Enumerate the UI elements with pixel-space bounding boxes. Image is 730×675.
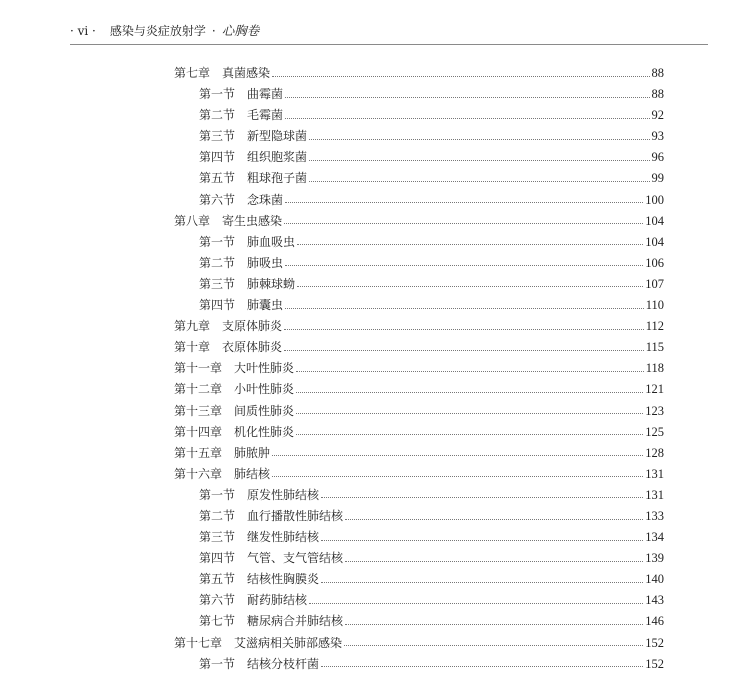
toc-chapter-entry[interactable] [174,401,664,422]
entry-title: 肺脓肿 [234,445,271,460]
dot-leader [309,159,649,161]
entry-title: 小叶性肺炎 [234,382,295,397]
toc-section-entry[interactable] [174,590,664,611]
entry-number: 第一节 [199,234,236,249]
entry-title: 结核性胸膜炎 [247,572,320,587]
entry-number: 第十七章 [174,635,223,650]
entry-page-number: 107 [645,276,664,291]
entry-number: 第十六章 [174,466,223,481]
title-separator: · [211,24,216,38]
entry-page-number: 146 [645,614,664,629]
entry-page-number: 88 [651,66,664,80]
entry-title: 结核分枝杆菌 [247,656,320,671]
entry-number: 第十四章 [174,424,223,439]
entry-page-number: 128 [645,445,664,460]
toc-chapter-entry[interactable] [174,379,664,400]
entry-page-number: 125 [645,424,664,439]
toc-section-entry[interactable] [174,168,664,189]
entry-title: 肺血吸虫 [247,234,296,249]
entry-title: 衣原体肺炎 [222,340,283,355]
entry-number: 第二节 [199,108,236,123]
entry-page-number: 152 [645,656,664,671]
toc-section-entry[interactable] [174,295,664,316]
entry-number: 第十一章 [174,361,223,376]
dot-leader [284,222,643,224]
toc-section-entry[interactable] [174,84,664,105]
entry-page-number: 152 [645,635,664,650]
entry-number: 第十五章 [174,445,223,460]
entry-title: 肺结核 [234,466,271,481]
entry-title: 曲霉菌 [247,87,284,102]
entry-number: 第三节 [199,276,236,291]
dot-leader [285,264,643,266]
dot-leader [285,96,649,98]
dot-leader [284,328,644,330]
entry-page-number: 104 [645,234,664,249]
toc-section-entry[interactable] [174,253,664,274]
entry-number: 第四节 [199,150,236,165]
dot-leader [345,560,643,562]
toc-section-entry[interactable] [174,527,664,548]
entry-page-number: 139 [645,551,664,566]
toc-section-entry[interactable] [174,126,664,147]
entry-title: 组织胞浆菌 [247,150,308,165]
toc-section-entry[interactable] [174,506,664,527]
entry-number: 第三节 [199,530,236,545]
toc-chapter-entry[interactable] [174,316,664,337]
entry-number: 第七章 [174,66,211,80]
dot-leader [297,285,643,287]
entry-number: 第二节 [199,508,236,523]
entry-number: 第四节 [199,298,236,313]
dot-leader [272,454,643,456]
entry-number: 第二节 [199,255,236,270]
entry-title: 耐药肺结核 [247,593,308,608]
dot-leader [321,496,643,498]
dot-leader [321,539,643,541]
toc-chapter-entry[interactable] [174,63,664,84]
dot-leader [321,665,643,667]
dot-leader [321,581,643,583]
dot-leader [344,644,643,646]
entry-number: 第六节 [199,192,236,207]
entry-page-number: 134 [645,530,664,545]
dot-leader [296,433,643,435]
entry-title: 间质性肺炎 [234,403,295,418]
dot-leader [309,180,649,182]
running-header [70,18,708,45]
entry-page-number: 140 [645,572,664,587]
entry-number: 第九章 [174,319,211,334]
entry-number: 第十二章 [174,382,223,397]
entry-page-number: 115 [645,340,664,355]
toc-section-entry[interactable] [174,105,664,126]
dot-leader [285,201,643,203]
entry-page-number: 92 [651,108,664,123]
dot-leader [285,307,644,309]
entry-number: 第十三章 [174,403,223,418]
entry-page-number: 121 [645,382,664,397]
book-title: 感染与炎症放射学 [109,24,206,38]
dot-leader [285,117,649,119]
dot-leader [345,623,643,625]
entry-number: 第五节 [199,171,236,186]
dot-leader [296,370,644,372]
entry-title: 肺棘球蚴 [247,276,296,291]
toc-section-entry[interactable] [174,274,664,295]
toc-section-entry[interactable] [174,569,664,590]
dot-leader [284,349,644,351]
entry-page-number: 118 [645,361,664,376]
dot-leader [272,475,643,477]
toc-chapter-entry[interactable] [174,464,664,485]
entry-page-number: 133 [645,508,664,523]
entry-page-number: 88 [651,87,664,102]
toc-section-entry[interactable] [174,485,664,506]
dot-leader [345,518,643,520]
entry-title: 艾滋病相关肺部感染 [234,635,343,650]
dot-leader [309,602,643,604]
entry-page-number: 131 [645,466,664,481]
dot-leader [309,138,649,140]
entry-page-number: 93 [651,129,664,144]
toc-chapter-entry[interactable] [174,211,664,232]
dot-leader [272,75,649,77]
entry-title: 真菌感染 [222,66,271,80]
toc-chapter-entry[interactable] [174,443,664,464]
entry-number: 第一节 [199,656,236,671]
entry-page-number: 112 [645,319,664,334]
entry-title: 糖尿病合并肺结核 [247,614,344,629]
toc-section-entry[interactable] [174,232,664,253]
entry-page-number: 100 [645,192,664,207]
entry-number: 第四节 [199,551,236,566]
dot-leader [296,391,643,393]
volume-title: 心胸卷 [221,23,260,38]
entry-title: 机化性肺炎 [234,424,295,439]
toc-section-entry[interactable] [174,611,664,632]
entry-page-number: 106 [645,255,664,270]
dot-leader [296,412,643,414]
entry-title: 气管、支气管结核 [247,551,344,566]
entry-page-number: 131 [645,487,664,502]
table-of-contents [174,63,664,675]
entry-title: 寄生虫感染 [222,213,283,228]
entry-page-number: 143 [645,593,664,608]
toc-chapter-entry[interactable] [174,337,664,358]
entry-number: 第一节 [199,87,236,102]
toc-chapter-entry[interactable] [174,358,664,379]
toc-section-entry[interactable] [174,548,664,569]
entry-number: 第五节 [199,572,236,587]
toc-section-entry[interactable] [174,190,664,211]
entry-number: 第七节 [199,614,236,629]
entry-title: 支原体肺炎 [222,319,283,334]
entry-title: 血行播散性肺结核 [247,508,344,523]
entry-title: 大叶性肺炎 [234,361,295,376]
entry-title: 粗球孢子菌 [247,171,308,186]
entry-page-number: 96 [651,150,664,165]
toc-section-entry[interactable] [174,147,664,168]
entry-number: 第三节 [199,129,236,144]
entry-title: 肺囊虫 [247,298,284,313]
entry-title: 继发性肺结核 [247,530,320,545]
entry-page-number: 123 [645,403,664,418]
entry-number: 第十章 [174,340,211,355]
entry-title: 念珠菌 [247,192,284,207]
entry-title: 毛霉菌 [247,108,284,123]
entry-page-number: 99 [651,171,664,186]
entry-page-number: 110 [645,298,664,313]
entry-number: 第一节 [199,487,236,502]
entry-title: 原发性肺结核 [247,487,320,502]
entry-title: 新型隐球菌 [247,129,308,144]
entry-title: 肺吸虫 [247,255,284,270]
entry-number: 第六节 [199,593,236,608]
dot-leader [297,243,643,245]
toc-chapter-entry[interactable] [174,633,664,654]
entry-number: 第八章 [174,213,211,228]
toc-section-entry[interactable] [174,654,664,675]
toc-chapter-entry[interactable] [174,422,664,443]
page-number: · vi · [70,24,96,38]
entry-page-number: 104 [645,213,664,228]
